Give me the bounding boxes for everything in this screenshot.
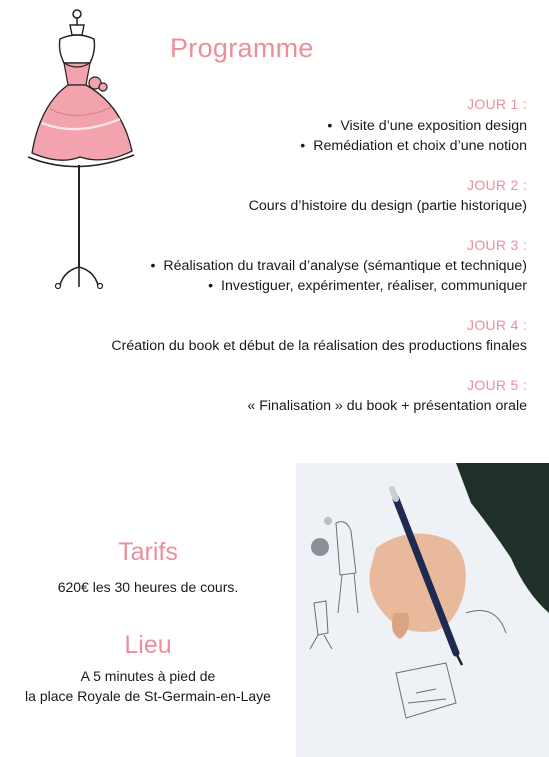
day-5-text: « Finalisation » du book + présentation orale <box>247 398 527 414</box>
day-3-label: JOUR 3 : <box>467 237 527 253</box>
day-4-text: Création du book et début de la réalisation des productions finales <box>111 338 527 354</box>
tarifs-text: 620€ les 30 heures de cours. <box>57 579 239 595</box>
dress-mannequin-illustration <box>20 5 138 295</box>
tarifs-section <box>0 538 296 597</box>
tarifs-title: Tarifs <box>118 538 178 566</box>
day-1-label: JOUR 1 : <box>467 96 527 112</box>
lieu-line-2: la place Royale de St-Germain-en-Laye <box>25 688 271 704</box>
day-3-item-2: • Investiguer, expérimenter, réaliser, communiquer <box>208 278 527 294</box>
lieu-section <box>0 631 296 706</box>
day-1-item-2: • Remédiation et choix d’une notion <box>300 138 527 154</box>
day-1-item-1: • Visite d’une exposition design <box>327 118 527 134</box>
day-4-label: JOUR 4 : <box>467 317 527 333</box>
day-2-label: JOUR 2 : <box>467 177 527 193</box>
lieu-title: Lieu <box>124 631 172 659</box>
day-5-label: JOUR 5 : <box>467 377 527 393</box>
day-2-text: Cours d’histoire du design (partie historique) <box>248 198 527 214</box>
day-3-item-1: • Réalisation du travail d’analyse (sémantique et technique) <box>150 258 527 274</box>
lieu-line-1: A 5 minutes à pied de <box>80 668 216 684</box>
programme-title: Programme <box>170 33 314 63</box>
hand-sketching-fashion-photo <box>296 463 549 757</box>
